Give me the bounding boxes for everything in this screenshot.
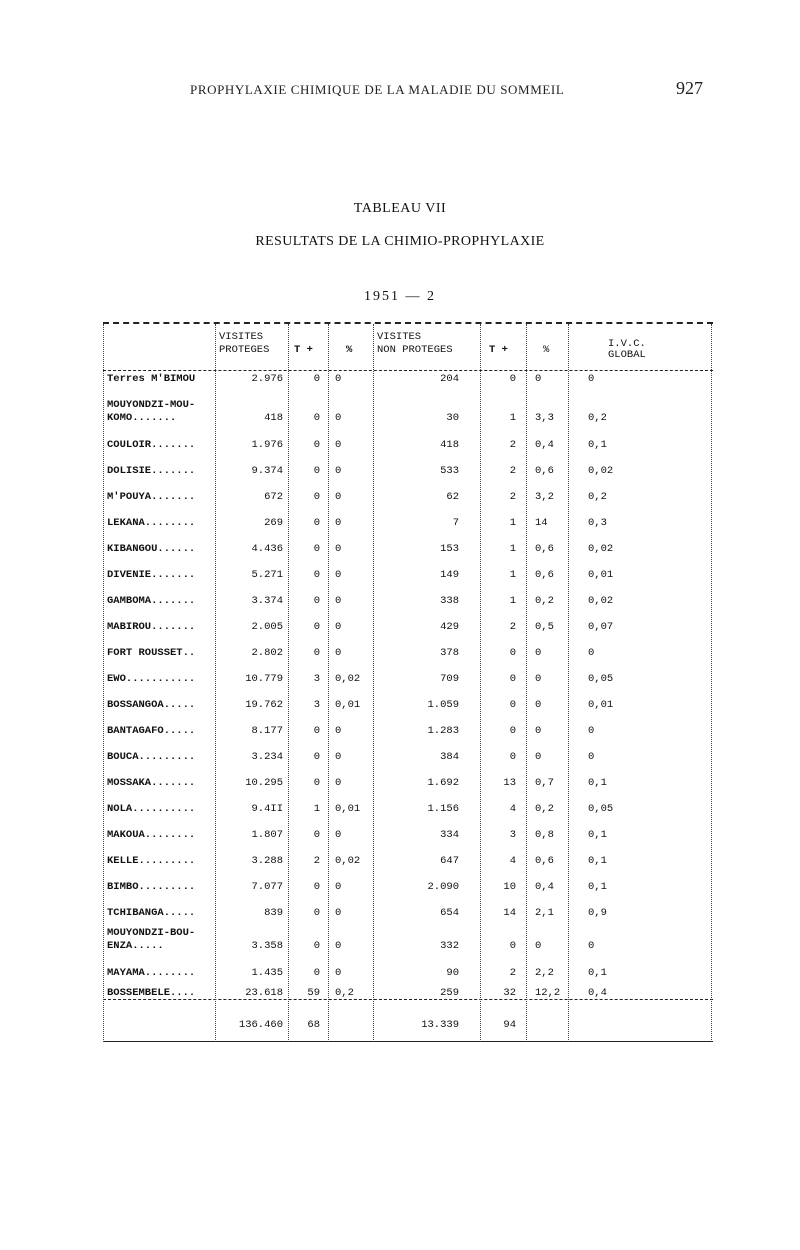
pct-protected: 0 [335, 967, 342, 979]
total-visites-non-protected: 13.339 [421, 1019, 459, 1031]
header-pct-protected: % [346, 344, 353, 356]
table-row [103, 854, 713, 874]
visites-protected: 9.4II [251, 803, 283, 815]
location-name: BANTAGAFO..... [107, 725, 196, 737]
pct-non-protected: 0,6 [535, 569, 554, 581]
visites-protected: 3.374 [251, 595, 283, 607]
ivc-global: 0 [588, 373, 595, 385]
location-name: Terres M'BIMOU [107, 373, 196, 385]
t-plus-non-protected: 10 [503, 881, 516, 893]
pct-non-protected: 0,2 [535, 803, 554, 815]
header-ivc-1: I.V.C. [608, 338, 646, 350]
t-plus-protected: 0 [313, 777, 320, 789]
page-header [0, 78, 800, 102]
header-visites-protected-1: VISITES [219, 331, 264, 343]
t-plus-non-protected: 3 [509, 829, 516, 841]
ivc-global: 0,01 [588, 569, 614, 581]
ivc-global: 0 [588, 647, 595, 659]
t-plus-non-protected: 2 [509, 967, 516, 979]
ivc-global: 0,02 [588, 543, 614, 555]
visites-protected: 1.976 [251, 439, 283, 451]
t-plus-protected: 0 [313, 621, 320, 633]
location-name: ENZA..... [107, 940, 164, 952]
visites-non-protected: 338 [440, 595, 459, 607]
visites-protected: 839 [264, 907, 283, 919]
header-t-plus-protected: T + [294, 344, 313, 356]
location-name: MABIROU....... [107, 621, 196, 633]
header-visites-non-protected-1: VISITES [377, 331, 422, 343]
pct-non-protected: 0 [535, 751, 542, 763]
location-name: TCHIBANGA..... [107, 907, 196, 919]
location-name: KELLE......... [107, 855, 196, 867]
header-t-plus-non-protected: T + [489, 344, 508, 356]
table-title: TABLEAU VII [353, 201, 447, 216]
table-row [103, 516, 713, 536]
t-plus-protected: 0 [313, 517, 320, 529]
t-plus-protected: 3 [313, 699, 320, 711]
ivc-global: 0,1 [588, 881, 607, 893]
ivc-global: 0,9 [588, 907, 607, 919]
ivc-global: 0,3 [588, 517, 607, 529]
pct-non-protected: 3,2 [535, 491, 554, 503]
t-plus-non-protected: 0 [509, 647, 516, 659]
pct-non-protected: 0 [535, 373, 542, 385]
visites-protected: 2.976 [251, 373, 283, 385]
ivc-global: 0,1 [588, 439, 607, 451]
location-name: BOUCA......... [107, 751, 196, 763]
pct-protected: 0 [335, 829, 342, 841]
visites-non-protected: 647 [440, 855, 459, 867]
pct-protected: 0 [335, 777, 342, 789]
ivc-global: 0,02 [588, 595, 614, 607]
t-plus-non-protected: 1 [509, 595, 516, 607]
t-plus-protected: 0 [313, 465, 320, 477]
pct-protected: 0 [335, 621, 342, 633]
table-year: 1951 — 2 [364, 289, 436, 304]
table-row [103, 802, 713, 822]
ivc-global: 0,1 [588, 829, 607, 841]
pct-non-protected: 0,6 [535, 465, 554, 477]
pct-non-protected: 0,5 [535, 621, 554, 633]
t-plus-non-protected: 2 [509, 439, 516, 451]
table-header-rule [103, 370, 713, 371]
t-plus-non-protected: 4 [509, 803, 516, 815]
ivc-global: 0,4 [588, 987, 607, 999]
t-plus-non-protected: 2 [509, 621, 516, 633]
visites-protected: 7.077 [251, 881, 283, 893]
pct-protected: 0 [335, 465, 342, 477]
visites-non-protected: 654 [440, 907, 459, 919]
pct-protected: 0 [335, 595, 342, 607]
visites-non-protected: 2.090 [427, 881, 459, 893]
page-number: 927 [676, 78, 703, 98]
t-plus-non-protected: 32 [503, 987, 516, 999]
location-name: BOSSEMBELE.... [107, 987, 196, 999]
t-plus-protected: 0 [313, 881, 320, 893]
visites-protected: 3.234 [251, 751, 283, 763]
ivc-global: 0 [588, 940, 595, 952]
ivc-global: 0,1 [588, 777, 607, 789]
table-row [103, 464, 713, 484]
header-pct-non-protected: % [543, 344, 550, 356]
location-name: MOSSAKA....... [107, 777, 196, 789]
t-plus-non-protected: 13 [503, 777, 516, 789]
pct-non-protected: 3,3 [535, 412, 554, 424]
visites-protected: 10.779 [245, 673, 283, 685]
visites-protected: 1.807 [251, 829, 283, 841]
pct-non-protected: 0,2 [535, 595, 554, 607]
t-plus-protected: 0 [313, 829, 320, 841]
t-plus-protected: 59 [307, 987, 320, 999]
t-plus-non-protected: 2 [509, 491, 516, 503]
pct-non-protected: 14 [535, 517, 548, 529]
visites-non-protected: 1.283 [427, 725, 459, 737]
table-bottom-rule [103, 1041, 713, 1042]
visites-non-protected: 378 [440, 647, 459, 659]
table-row [103, 926, 713, 952]
location-name: EWO........... [107, 673, 196, 685]
pct-protected: 0 [335, 907, 342, 919]
t-plus-protected: 0 [313, 373, 320, 385]
table-row [103, 398, 713, 424]
table-row [103, 594, 713, 614]
t-plus-protected: 0 [313, 491, 320, 503]
pct-non-protected: 2,1 [535, 907, 554, 919]
visites-protected: 4.436 [251, 543, 283, 555]
t-plus-non-protected: 1 [509, 569, 516, 581]
location-name: DOLISIE....... [107, 465, 196, 477]
pct-protected: 0 [335, 491, 342, 503]
pct-non-protected: 0,6 [535, 543, 554, 555]
visites-protected: 10.295 [245, 777, 283, 789]
ivc-global: 0,1 [588, 967, 607, 979]
t-plus-protected: 0 [313, 940, 320, 952]
pct-non-protected: 0,7 [535, 777, 554, 789]
ivc-global: 0,1 [588, 855, 607, 867]
location-name: FORT ROUSSET.. [107, 647, 196, 659]
visites-non-protected: 7 [452, 517, 459, 529]
t-plus-protected: 0 [313, 751, 320, 763]
table-row [103, 966, 713, 986]
visites-protected: 269 [264, 517, 283, 529]
t-plus-non-protected: 1 [509, 412, 516, 424]
ivc-global: 0,2 [588, 491, 607, 503]
visites-non-protected: 418 [440, 439, 459, 451]
location-name: MOUYONDZI-BOU- [107, 927, 196, 939]
table-row [103, 438, 713, 458]
t-plus-protected: 0 [313, 647, 320, 659]
visites-non-protected: 334 [440, 829, 459, 841]
pct-non-protected: 0,8 [535, 829, 554, 841]
location-name: MAKOUA........ [107, 829, 196, 841]
pct-non-protected: 0,6 [535, 855, 554, 867]
visites-non-protected: 30 [446, 412, 459, 424]
location-name: KIBANGOU...... [107, 543, 196, 555]
pct-protected: 0,01 [335, 699, 361, 711]
table-row [103, 828, 713, 848]
t-plus-protected: 0 [313, 967, 320, 979]
pct-protected: 0 [335, 439, 342, 451]
pct-non-protected: 0 [535, 725, 542, 737]
pct-protected: 0 [335, 725, 342, 737]
visites-non-protected: 153 [440, 543, 459, 555]
pct-non-protected: 2,2 [535, 967, 554, 979]
table-row [103, 372, 713, 392]
visites-protected: 8.177 [251, 725, 283, 737]
pct-protected: 0 [335, 412, 342, 424]
visites-protected: 9.374 [251, 465, 283, 477]
visites-non-protected: 1.156 [427, 803, 459, 815]
visites-non-protected: 533 [440, 465, 459, 477]
header-visites-non-protected-2: NON PROTEGES [377, 344, 453, 356]
header-visites-protected-2: PROTEGES [219, 344, 270, 356]
table-subtitle: RESULTATS DE LA CHIMIO-PROPHYLAXIE [255, 234, 545, 249]
t-plus-protected: 3 [313, 673, 320, 685]
pct-non-protected: 12,2 [535, 987, 561, 999]
visites-non-protected: 1.059 [427, 699, 459, 711]
pct-protected: 0 [335, 373, 342, 385]
pct-non-protected: 0 [535, 699, 542, 711]
pct-protected: 0 [335, 881, 342, 893]
location-name: LEKANA........ [107, 517, 196, 529]
pct-non-protected: 0 [535, 940, 542, 952]
pct-protected: 0 [335, 569, 342, 581]
t-plus-non-protected: 0 [509, 699, 516, 711]
pct-protected: 0 [335, 543, 342, 555]
t-plus-protected: 0 [313, 569, 320, 581]
table-row [103, 906, 713, 926]
visites-non-protected: 709 [440, 673, 459, 685]
location-name: MOUYONDZI-MOU- [107, 399, 196, 411]
t-plus-non-protected: 0 [509, 751, 516, 763]
pct-protected: 0,02 [335, 855, 361, 867]
pct-non-protected: 0 [535, 673, 542, 685]
location-name: DIVENIE....... [107, 569, 196, 581]
visites-protected: 3.358 [251, 940, 283, 952]
header-ivc-2: GLOBAL [608, 349, 646, 361]
ivc-global: 0 [588, 751, 595, 763]
ivc-global: 0,07 [588, 621, 614, 633]
pct-protected: 0,02 [335, 673, 361, 685]
t-plus-non-protected: 0 [509, 673, 516, 685]
ivc-global: 0,05 [588, 673, 614, 685]
visites-protected: 1.435 [251, 967, 283, 979]
visites-non-protected: 429 [440, 621, 459, 633]
pct-non-protected: 0 [535, 647, 542, 659]
t-plus-protected: 0 [313, 412, 320, 424]
visites-protected: 23.618 [245, 987, 283, 999]
t-plus-non-protected: 4 [509, 855, 516, 867]
t-plus-protected: 1 [313, 803, 320, 815]
t-plus-protected: 0 [313, 543, 320, 555]
table-row [103, 698, 713, 718]
t-plus-protected: 0 [313, 595, 320, 607]
visites-protected: 5.271 [251, 569, 283, 581]
t-plus-non-protected: 0 [509, 373, 516, 385]
location-name: KOMO....... [107, 412, 177, 424]
visites-protected: 2.005 [251, 621, 283, 633]
t-plus-protected: 0 [313, 725, 320, 737]
visites-non-protected: 90 [446, 967, 459, 979]
visites-protected: 2.802 [251, 647, 283, 659]
location-name: NOLA.......... [107, 803, 196, 815]
table-row [103, 880, 713, 900]
table-row [103, 986, 713, 1006]
table-row [103, 750, 713, 770]
t-plus-non-protected: 1 [509, 517, 516, 529]
table-top-rule [103, 322, 713, 324]
pct-protected: 0 [335, 940, 342, 952]
t-plus-non-protected: 0 [509, 940, 516, 952]
visites-protected: 19.762 [245, 699, 283, 711]
visites-protected: 418 [264, 412, 283, 424]
location-name: COULOIR....... [107, 439, 196, 451]
pct-protected: 0 [335, 647, 342, 659]
t-plus-non-protected: 1 [509, 543, 516, 555]
location-name: BOSSANGOA..... [107, 699, 196, 711]
visites-non-protected: 204 [440, 373, 459, 385]
pct-protected: 0 [335, 517, 342, 529]
table-row [103, 568, 713, 588]
table-row [103, 542, 713, 562]
location-name: GAMBOMA....... [107, 595, 196, 607]
visites-non-protected: 259 [440, 987, 459, 999]
pct-protected: 0 [335, 751, 342, 763]
total-t-plus-protected: 68 [307, 1019, 320, 1031]
pct-non-protected: 0,4 [535, 881, 554, 893]
table-row [103, 620, 713, 640]
t-plus-non-protected: 14 [503, 907, 516, 919]
table-row [103, 672, 713, 692]
t-plus-non-protected: 2 [509, 465, 516, 477]
location-name: BIMBO......... [107, 881, 196, 893]
ivc-global: 0,02 [588, 465, 614, 477]
table-row [103, 646, 713, 666]
pct-non-protected: 0,4 [535, 439, 554, 451]
location-name: M'POUYA....... [107, 491, 196, 503]
table-row [103, 776, 713, 796]
visites-non-protected: 1.692 [427, 777, 459, 789]
ivc-global: 0,05 [588, 803, 614, 815]
table-row [103, 724, 713, 744]
visites-protected: 672 [264, 491, 283, 503]
pct-protected: 0,2 [335, 987, 354, 999]
total-visites-protected: 136.460 [238, 1019, 283, 1031]
t-plus-non-protected: 0 [509, 725, 516, 737]
t-plus-protected: 2 [313, 855, 320, 867]
visites-non-protected: 332 [440, 940, 459, 952]
pct-protected: 0,01 [335, 803, 361, 815]
t-plus-protected: 0 [313, 907, 320, 919]
running-title: PROPHYLAXIE CHIMIQUE DE LA MALADIE DU SOMMEIL [190, 82, 565, 97]
location-name: MAYAMA........ [107, 967, 196, 979]
visites-non-protected: 384 [440, 751, 459, 763]
ivc-global: 0,2 [588, 412, 607, 424]
total-t-plus-non-protected: 94 [503, 1019, 516, 1031]
ivc-global: 0,01 [588, 699, 614, 711]
visites-protected: 3.288 [251, 855, 283, 867]
table-row [103, 490, 713, 510]
visites-non-protected: 62 [446, 491, 459, 503]
t-plus-protected: 0 [313, 439, 320, 451]
ivc-global: 0 [588, 725, 595, 737]
totals-row [103, 1018, 713, 1038]
visites-non-protected: 149 [440, 569, 459, 581]
